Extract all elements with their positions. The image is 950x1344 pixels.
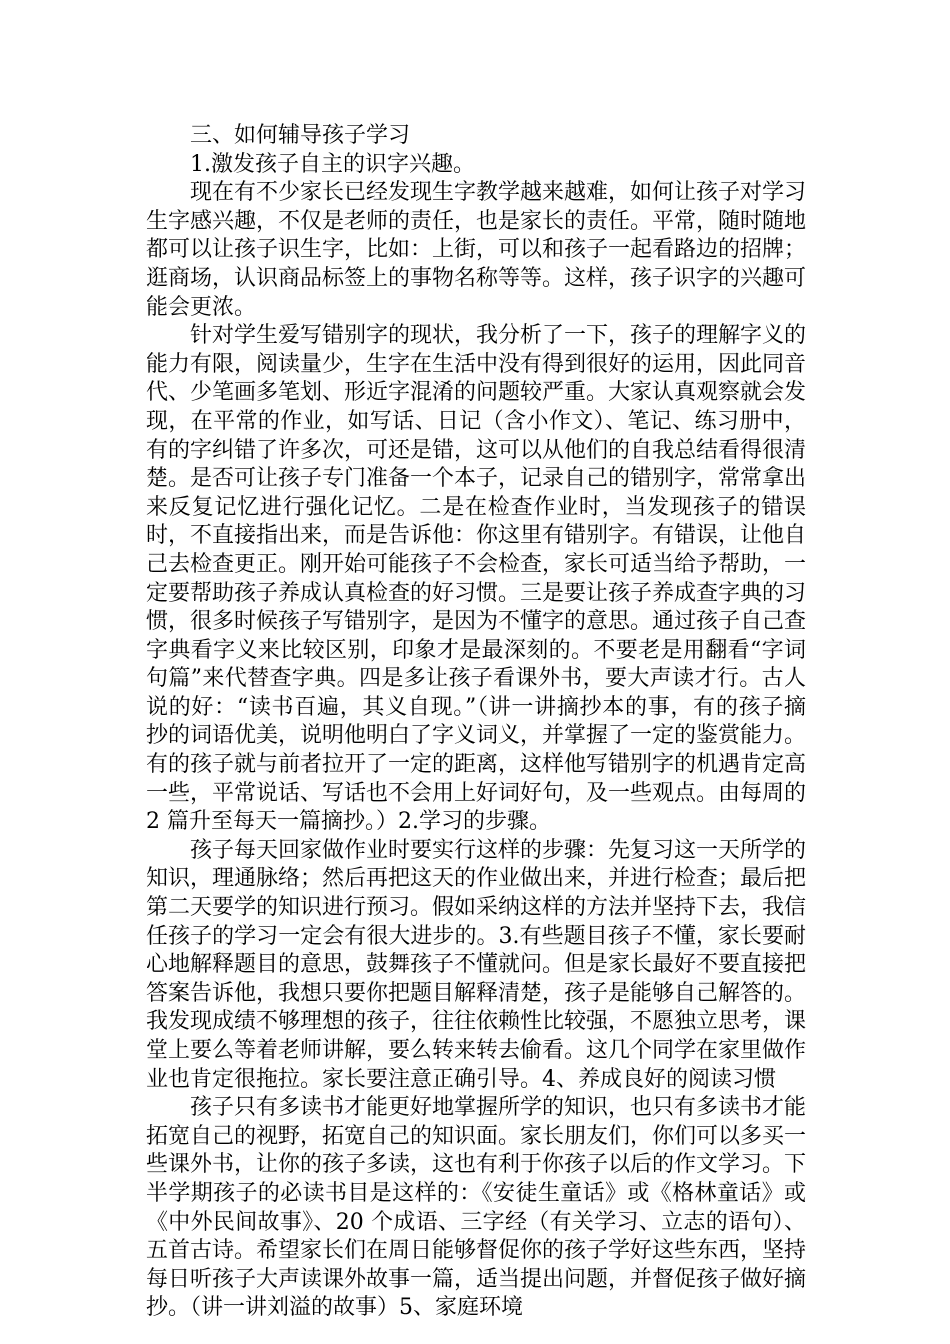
section-heading: 三、如何辅导孩子学习 xyxy=(190,123,411,148)
paragraph-reading: 孩子只有多读书才能更好地掌握所学的知识，也只有多读书才能拓宽自己的视野，拓宽自己的知识面。家长朋友们，你们可以多买一些课外书，让你的孩子多读，这也有利于你孩子以后的作文学习。下半学期孩子的必读书目是这样的：《安徒生童话》或《格林童话》或《中外民间故事》、20 个成语、三字经（有关学习、立志的语句）、五首古诗。希望家长们在周日能够督促你的孩子学好这些东西，坚持每日听孩子大声读课外故事一篇，适当提出问题，并督促孩子做好摘抄。（讲一讲刘溢的故事）5、家庭环境 xyxy=(146,1095,807,1321)
paragraph-literacy: 现在有不少家长已经发现生字教学越来越难，如何让孩子对学习生字感兴趣，不仅是老师的责任，也是家长的责任。平常，随时随地都可以让孩子识生字，比如：上街，可以和孩子一起看路边的招牌；逛商场，认识商品标签上的事物名称等等。这样，孩子识字的兴趣可能会更浓。 xyxy=(146,180,807,320)
paragraph-study-steps: 孩子每天回家做作业时要实行这样的步骤：先复习这一天所学的知识，理通脉络；然后再把这天的作业做出来，并进行检查；最后把第二天要学的知识进行预习。假如采纳这样的方法并坚持下去，我信任孩子的学习一定会有很大进步的。3.有些题目孩子不懂，家长要耐心地解释题目的意思，鼓舞孩子不懂就问。但是家长最好不要直接把答案告诉他，我想只要你把题目解释清楚，孩子是能够自己解答的。我发现成绩不够理想的孩子，往往依赖性比较强，不愿独立思考，课堂上要么等着老师讲解，要么转来转去偷看。这几个同学在家里做作业也肯定很拖拉。家长要注意正确引导。4、养成良好的阅读习惯 xyxy=(146,837,807,1092)
paragraph-typos: 针对学生爱写错别字的现状，我分析了一下，孩子的理解字义的能力有限，阅读量少，生字在生活中没有得到很好的运用，因此同音代、少笔画多笔划、形近字混淆的问题较严重。大家认真观察就会发现，在平常的作业，如写话、日记（含小作文）、笔记、练习册中，有的字纠错了许多次，可还是错，这可以从他们的自我总结看得很清楚。是否可让孩子专门准备一个本子，记录自己的错别字，常常拿出来反复记忆进行强化记忆。二是在检查作业时，当发现孩子的错误时，不直接指出来，而是告诉他：你这里有错别字。有错误，让他自己去检查更正。刚开始可能孩子不会检查，家长可适当给予帮助，一定要帮助孩子养成认真检查的好习惯。三是要让孩子养成查字典的习惯，很多时候孩子写错别字，是因为不懂字的意思。通过孩子自己查字典看字义来比较区别，印象才是最深刻的。不要老是用翻看“字词句篇”来代替查字典。四是多让孩子看课外书，要大声读才行。古人说的好：“读书百遍，其义自现。”（讲一讲摘抄本的事，有的孩子摘抄的词语优美，说明他明白了字义词义，并掌握了一定的鉴赏能力。有的孩子就与前者拉开了一定的距离，这样他写错别字的机遇肯定高一些，平常说话、写话也不会用上好词好句，及一些观点。由每周的 2 篇升至每天一篇摘抄。）2.学习的步骤。 xyxy=(146,323,807,835)
subheading-literacy-interest: 1.激发孩子自主的识字兴趣。 xyxy=(190,151,475,177)
document-body xyxy=(146,122,806,1323)
